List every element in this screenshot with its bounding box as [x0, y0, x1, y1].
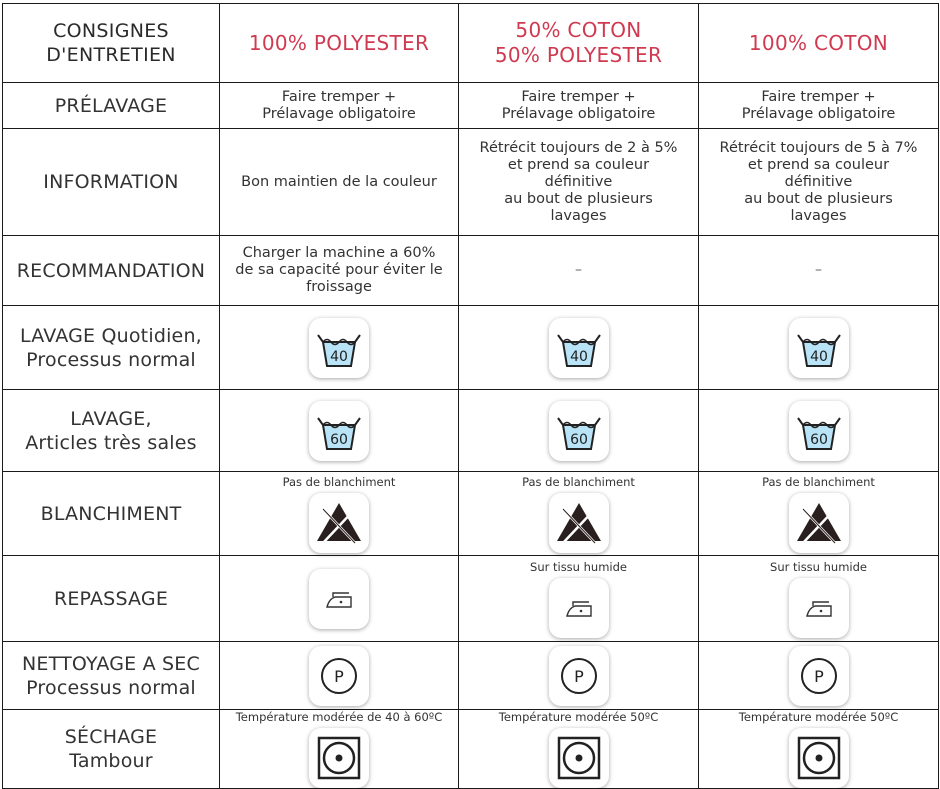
care-instructions-table — [2, 3, 939, 789]
cell-note: Sur tissu humide — [770, 559, 867, 574]
material-name: 100% COTON — [748, 30, 889, 55]
cell-note: Pas de blanchiment — [282, 474, 396, 489]
svg-text:40: 40 — [809, 348, 828, 365]
cell-note: Pas de blanchiment — [522, 474, 635, 489]
material-cell-3 — [699, 4, 939, 83]
cell-text: Faire tremper + Prélavage obligatoire — [501, 88, 656, 122]
iron-icon — [309, 569, 369, 629]
cell-text: – — [815, 262, 822, 278]
cell-text: Faire tremper + Prélavage obligatoire — [741, 88, 896, 122]
tumble-dry-icon — [549, 728, 609, 788]
cell-text: Rétrécit toujours de 5 à 7% et prend sa couleur définitive au bout de plusieurs lavages — [719, 139, 918, 224]
svg-text:40: 40 — [330, 348, 348, 365]
wash-60-icon — [789, 401, 849, 461]
svg-text:60: 60 — [569, 431, 588, 448]
iron-icon — [549, 578, 609, 638]
wash-40-icon — [549, 318, 609, 378]
dry-clean-p-icon — [309, 646, 369, 706]
row-label: INFORMATION — [43, 171, 179, 193]
wash-40-icon — [789, 318, 849, 378]
row-label: LAVAGE Quotidien, Processus normal — [20, 324, 202, 371]
row-label: BLANCHIMENT — [40, 502, 182, 525]
material-name: 50% COTON 50% POLYESTER — [494, 18, 663, 67]
cell-note: Température modérée 50ºC — [738, 710, 899, 724]
svg-text:P: P — [573, 666, 584, 686]
row-information — [3, 129, 939, 236]
wash-40-icon — [309, 318, 369, 378]
wash-60-icon — [549, 401, 609, 461]
cell-note: Sur tissu humide — [530, 559, 627, 574]
tumble-dry-icon — [789, 728, 849, 788]
row-label: RECOMMANDATION — [16, 259, 206, 282]
cell-note: Température modérée 50ºC — [498, 710, 659, 724]
material-cell-1 — [220, 4, 459, 83]
dry-clean-p-icon — [549, 646, 609, 706]
row-prelavage — [3, 83, 939, 129]
cell-text: Charger la machine a 60% de sa capacité pour éviter le froissage — [235, 245, 443, 295]
header-label-cell — [3, 4, 220, 83]
material-cell-2 — [459, 4, 699, 83]
no-bleach-icon — [549, 493, 609, 553]
row-label: NETTOYAGE A SEC Processus normal — [22, 652, 200, 699]
svg-text:P: P — [813, 666, 824, 686]
header-row — [3, 4, 939, 83]
header-label: CONSIGNES D'ENTRETIEN — [46, 20, 176, 66]
cell-text: Rétrécit toujours de 2 à 5% et prend sa couleur définitive au bout de plusieurs lavages — [479, 139, 678, 224]
cell-note: Température modérée de 40 à 60ºC — [235, 710, 443, 724]
material-name: 100% POLYESTER — [248, 30, 430, 55]
no-bleach-icon — [309, 493, 369, 553]
cell-text: – — [575, 262, 582, 278]
tumble-dry-icon — [309, 728, 369, 788]
cell-note: Pas de blanchiment — [762, 474, 875, 489]
svg-text:60: 60 — [330, 431, 348, 448]
dry-clean-p-icon — [789, 646, 849, 706]
row-sechage — [3, 710, 939, 789]
row-lavage-quotidien — [3, 306, 939, 390]
row-recommandation — [3, 236, 939, 306]
row-label: LAVAGE, Articles très sales — [25, 407, 197, 454]
wash-60-icon — [309, 401, 369, 461]
row-label: REPASSAGE — [53, 587, 169, 610]
no-bleach-icon — [789, 493, 849, 553]
cell-text: Bon maintien de la couleur — [241, 173, 437, 190]
svg-text:60: 60 — [809, 431, 828, 448]
iron-icon — [789, 578, 849, 638]
svg-text:40: 40 — [569, 348, 588, 365]
cell-text: Faire tremper + Prélavage obligatoire — [262, 88, 416, 122]
row-label: SÉCHAGE Tambour — [64, 726, 158, 772]
row-nettoyage — [3, 642, 939, 710]
row-blanchiment — [3, 472, 939, 556]
svg-text:P: P — [334, 666, 344, 686]
row-label: PRÉLAVAGE — [54, 94, 168, 117]
row-lavage-sales — [3, 390, 939, 472]
row-repassage — [3, 556, 939, 642]
